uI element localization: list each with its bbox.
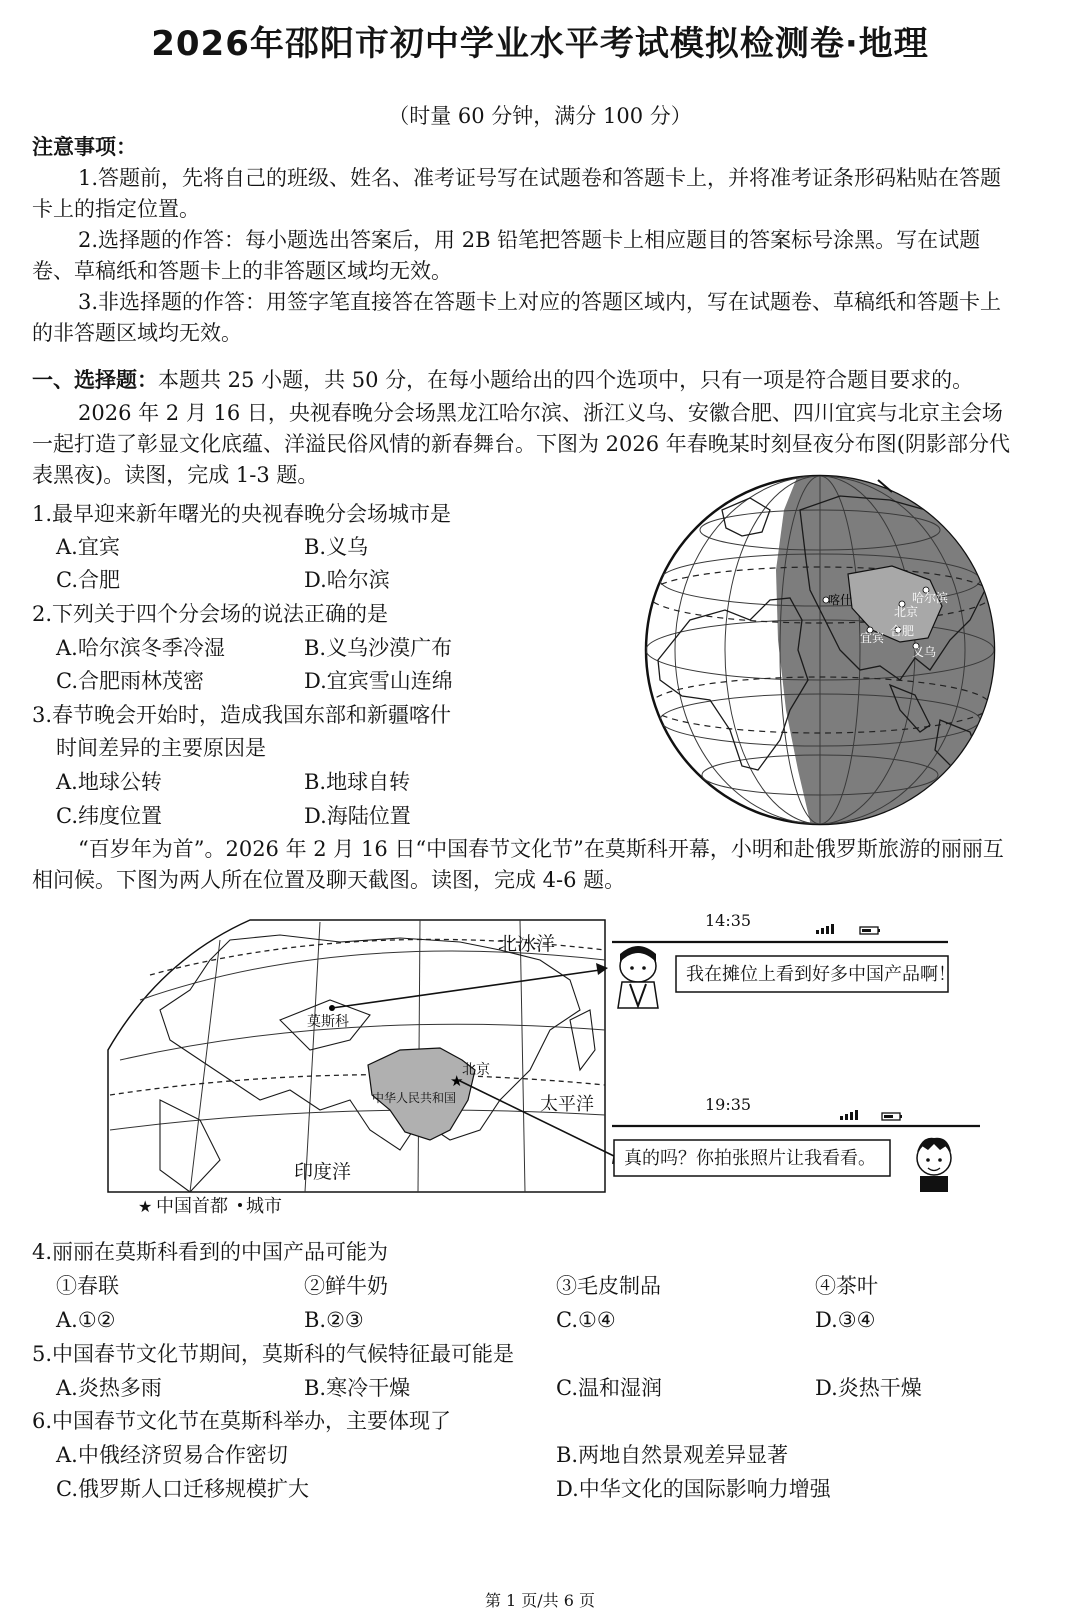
q5-option-c: C.温和湿润: [556, 1376, 662, 1400]
page-title: 2026年邵阳市初中学业水平考试模拟检测卷·地理: [151, 24, 929, 64]
night-shading: [776, 470, 1010, 830]
q4-item-3: ③毛皮制品: [556, 1274, 661, 1298]
beijing-star-marker: ★: [450, 1072, 464, 1090]
section-title: 一、选择题：: [32, 368, 158, 392]
q3-option-c: C.纬度位置: [56, 804, 162, 828]
q2-option-b: B.义乌沙漠广布: [304, 636, 453, 660]
chat-time-1: 14:35: [705, 911, 752, 930]
battery-icon-1: [860, 927, 880, 934]
q4-option-d: D.③④: [815, 1308, 876, 1332]
chat-time-2: 19:35: [705, 1095, 752, 1114]
legend-city-dot: [238, 1203, 242, 1207]
q4-option-a: A.①②: [56, 1308, 116, 1332]
q6-option-c: C.俄罗斯人口迁移规模扩大: [56, 1477, 309, 1501]
map-label-china: 中华人民共和国: [372, 1091, 457, 1105]
q3-stem-cont: 时间差异的主要原因是: [56, 736, 266, 760]
moscow-chat-figure: [100, 900, 980, 1220]
map-label-beijing: 北京: [462, 1062, 490, 1078]
globe-label-yiwu: 义乌: [912, 645, 937, 659]
section-heading: [32, 366, 973, 394]
globe-label-hefei: 合肥: [890, 624, 915, 638]
globe-label-yibin: 宜宾: [860, 631, 885, 645]
q4-option-c: C.①④: [556, 1308, 616, 1332]
legend-city: 城市: [246, 1196, 282, 1217]
globe-label-beijing: 北京: [894, 605, 919, 619]
map-label-arctic: 北冰洋: [498, 933, 556, 955]
legend-capital: 中国首都: [156, 1196, 228, 1217]
notice-item-1: 1.答题前，先将自己的班级、姓名、准考证号写在试题卷和答题卡上，并将准考证条形码粘贴在答题卡上的指定位置。: [32, 166, 1002, 221]
q4-item-2: ②鲜牛奶: [304, 1274, 388, 1298]
q5-option-a: A.炎热多雨: [56, 1376, 162, 1400]
q4-option-b: B.②③: [304, 1308, 364, 1332]
q2-option-d: D.宜宾雪山连绵: [304, 669, 453, 693]
map-frame: [108, 920, 605, 1192]
q1-stem: 1.最早迎来新年曙光的央视春晚分会场城市是: [32, 502, 452, 526]
q4-item-1: ①春联: [56, 1274, 119, 1298]
map-label-pacific: 太平洋: [540, 1094, 594, 1115]
signal-icon-1: [816, 924, 834, 934]
q6-option-a: A.中俄经济贸易合作密切: [56, 1443, 288, 1467]
map-label-indian: 印度洋: [294, 1161, 352, 1183]
q1-option-d: D.哈尔滨: [304, 568, 390, 592]
section-desc: 本题共 25 小题，共 50 分，在每小题给出的四个选项中，只有一项是符合题目要求的。: [158, 368, 974, 392]
globe-label-kashgar: 喀什: [828, 593, 853, 607]
q2-option-c: C.合肥雨林茂密: [56, 669, 204, 693]
q4-item-4: ④茶叶: [815, 1274, 878, 1298]
q3-option-a: A.地球公转: [56, 770, 162, 794]
q5-option-b: B.寒冷干燥: [304, 1376, 411, 1400]
q5-stem: 5.中国春节文化节期间，莫斯科的气候特征最可能是: [32, 1342, 515, 1366]
q5-option-d: D.炎热干燥: [815, 1376, 922, 1400]
q6-option-d: D.中华文化的国际影响力增强: [556, 1477, 831, 1501]
exam-subtitle: （时量 60 分钟，满分 100 分）: [388, 104, 692, 128]
intro-1: 2026 年 2 月 16 日，央视春晚分会场黑龙江哈尔滨、浙江义乌、安徽合肥、四川宜宾与北京主会场一起打造了彰显文化底蕴、洋溢民俗风情的新春舞台。下图为 2026 年春晚某时刻昼夜分布图(阴影部分代表黑夜)。读图，完成 1-3 题。: [32, 401, 1010, 487]
legend-star-icon: ★: [138, 1197, 153, 1216]
q2-stem: 2.下列关于四个分会场的说法正确的是: [32, 602, 389, 626]
day-night-globe-figure: [630, 470, 1010, 830]
map-label-moscow: 莫斯科: [307, 1014, 349, 1030]
q1-option-a: A.宜宾: [56, 535, 120, 559]
avatar-xiaoming: [917, 1138, 951, 1192]
notice-item-2: 2.选择题的作答：每小题选出答案后，用 2B 铅笔把答题卡上相应题目的答案标号涂黑。写在试题卷、草稿纸和答题卡上的非答题区域均无效。: [32, 228, 981, 283]
q1-option-b: B.义乌: [304, 535, 369, 559]
battery-icon-2: [882, 1113, 902, 1120]
globe-label-harbin: 哈尔滨: [912, 591, 949, 605]
chat-message-1: 我在摊位上看到好多中国产品啊！: [686, 964, 956, 985]
notice-item-3: 3.非选择题的作答：用签字笔直接答在答题卡上对应的答题区域内，写在试题卷、草稿纸和答题卡上的非答题区域均无效。: [32, 290, 1002, 345]
q2-option-a: A.哈尔滨冬季冷湿: [56, 636, 225, 660]
q3-stem: 3.春节晚会开始时，造成我国东部和新疆喀什: [32, 703, 452, 727]
q4-stem: 4.丽丽在莫斯科看到的中国产品可能为: [32, 1240, 389, 1264]
avatar-lili: [618, 946, 658, 1008]
chat-message-2: 真的吗？你拍张照片让我看看。: [624, 1148, 876, 1169]
q6-option-b: B.两地自然景观差异显著: [556, 1443, 789, 1467]
q3-option-d: D.海陆位置: [304, 804, 411, 828]
q3-option-b: B.地球自转: [304, 770, 411, 794]
notice-heading: 注意事项：: [32, 135, 137, 159]
q6-stem: 6.中国春节文化节在莫斯科举办，主要体现了: [32, 1409, 452, 1433]
page-footer: 第 1 页/共 6 页: [484, 1591, 596, 1610]
q1-option-c: C.合肥: [56, 568, 120, 592]
intro-2: “百岁年为首”。2026 年 2 月 16 日“中国春节文化节”在莫斯科开幕，小明和赴俄罗斯旅游的丽丽互相问候。下图为两人所在位置及聊天截图。读图，完成 4-6 题。: [32, 837, 1004, 892]
signal-icon-2: [840, 1110, 858, 1120]
